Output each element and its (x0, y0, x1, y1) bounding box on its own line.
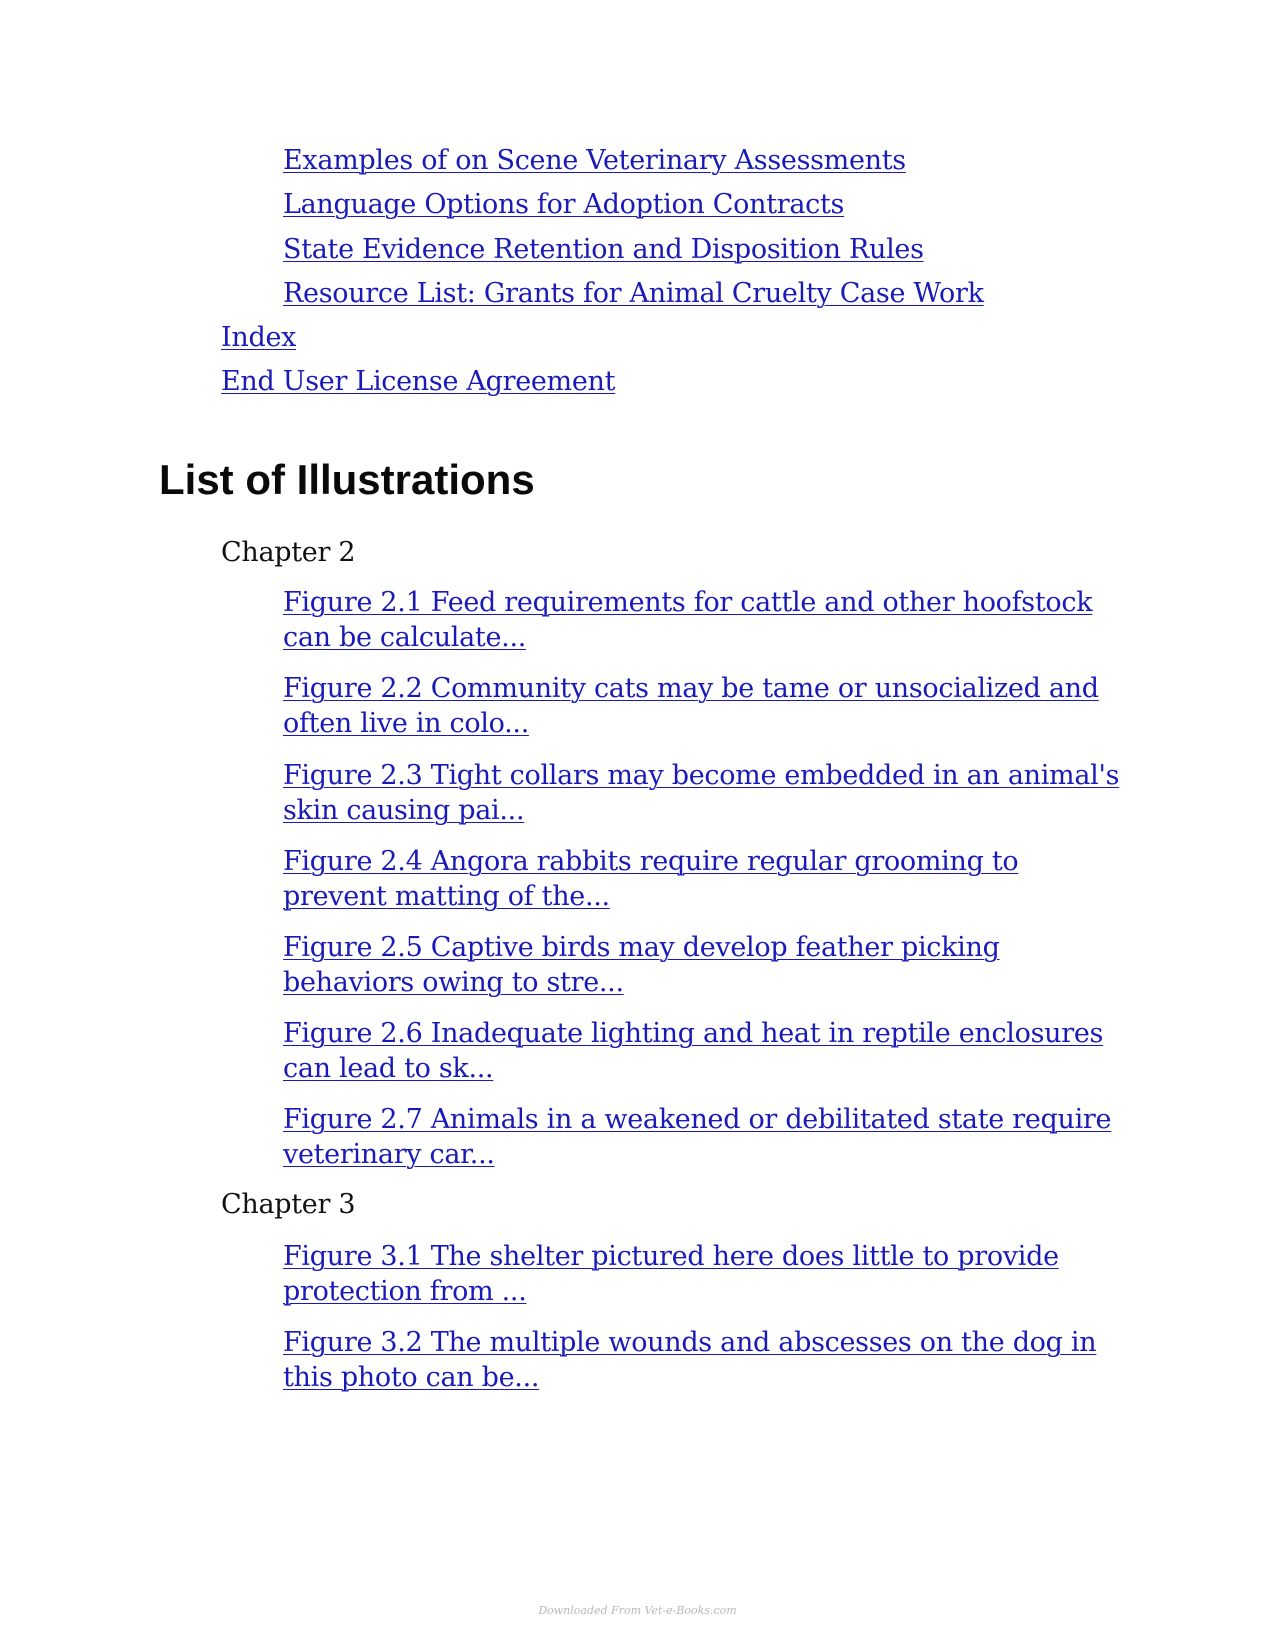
figure-link-2-5[interactable]: Figure 2.5 Captive birds may develop feather picking behaviors owing to stre... (283, 932, 1000, 998)
list-of-illustrations-heading: List of Illustrations (159, 456, 535, 503)
figure-entry (283, 758, 1123, 828)
chapter-label: Chapter 2 (221, 537, 356, 568)
figure-link-3-1[interactable]: Figure 3.1 The shelter pictured here does little to provide protection from ... (283, 1241, 1059, 1307)
toc-link-adoption-contracts[interactable]: Language Options for Adoption Contracts (283, 189, 845, 220)
toc-link-veterinary-assessments[interactable]: Examples of on Scene Veterinary Assessments (283, 145, 906, 176)
toc-entry (221, 321, 296, 355)
figure-entry (283, 1102, 1123, 1172)
toc-entry (283, 144, 906, 178)
figure-entry (283, 844, 1123, 914)
toc-entry (283, 188, 844, 222)
figure-entry (283, 1325, 1123, 1395)
figure-link-3-2[interactable]: Figure 3.2 The multiple wounds and abscesses on the dog in this photo can be... (283, 1327, 1097, 1393)
toc-entry (283, 233, 924, 267)
chapter-label: Chapter 3 (221, 1189, 356, 1220)
figure-entry (283, 1239, 1123, 1309)
toc-entry (221, 365, 615, 399)
toc-entry (283, 277, 984, 311)
toc-link-eula[interactable]: End User License Agreement (221, 366, 616, 397)
figure-entry (283, 930, 1123, 1000)
download-watermark: Downloaded From Vet-e-Books.com (538, 1604, 737, 1617)
figure-link-2-7[interactable]: Figure 2.7 Animals in a weakened or debilitated state require veterinary car... (283, 1104, 1112, 1170)
toc-link-evidence-retention[interactable]: State Evidence Retention and Disposition Rules (283, 234, 924, 265)
figure-link-2-1[interactable]: Figure 2.1 Feed requirements for cattle and other hoofstock can be calculate... (283, 587, 1093, 653)
toc-link-grants-resource-list[interactable]: Resource List: Grants for Animal Cruelty Case Work (283, 278, 984, 309)
figure-link-2-6[interactable]: Figure 2.6 Inadequate lighting and heat in reptile enclosures can lead to sk... (283, 1018, 1104, 1084)
figure-entry (283, 585, 1123, 655)
toc-link-index[interactable]: Index (221, 322, 297, 353)
figure-entry (283, 1016, 1123, 1086)
figure-link-2-2[interactable]: Figure 2.2 Community cats may be tame or unsocialized and often live in colo... (283, 673, 1099, 739)
figure-link-2-4[interactable]: Figure 2.4 Angora rabbits require regular grooming to prevent matting of the... (283, 846, 1019, 912)
figure-entry (283, 671, 1123, 741)
figure-link-2-3[interactable]: Figure 2.3 Tight collars may become embedded in an animal's skin causing pai... (283, 760, 1120, 826)
